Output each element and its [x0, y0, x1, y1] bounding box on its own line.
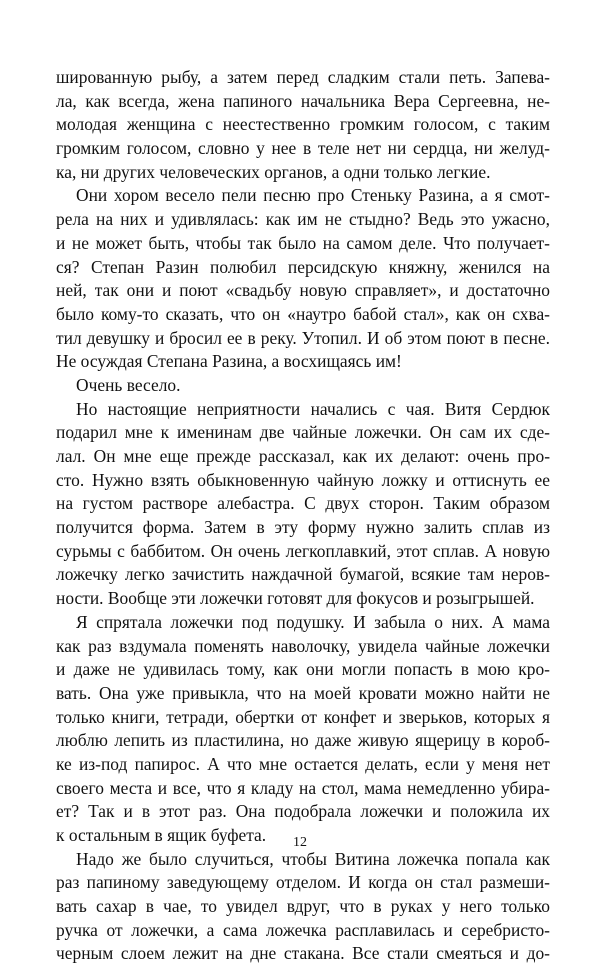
text-line: ручка от ложечки, а сама ложечка расплавилась и серебристо- — [56, 919, 550, 940]
text-line: вать сахар в чае, то увидел вдруг, что в руках у него только — [56, 896, 550, 917]
text-line: ет? Так и в этот раз. Она подобрала ложечки и положила их — [56, 801, 550, 822]
text-line: ка, ни других человеческих органов, а одни только легкие. — [56, 161, 491, 182]
text-line: вать. Она уже привыкла, что на моей кровати можно найти не — [56, 682, 550, 703]
text-line: как раз вздумала поменять наволочку, увидела чайные ложечки — [56, 635, 550, 656]
text-line: ности. Вообще эти ложечки готовят для фокусов и розыгрышей. — [56, 588, 535, 609]
text-line: ся? Степан Разин полюбил персидскую княжну, женился на — [56, 256, 550, 277]
text-line: и не может быть, чтобы так было на самом деле. Что получает- — [56, 232, 550, 253]
text-line: было кому-то сказать, что он «наутро бабой стал», как он схва- — [56, 303, 550, 324]
text-line: шированную рыбу, а затем перед сладким стали петь. Запева- — [56, 67, 550, 87]
page-number: 12 — [293, 835, 307, 850]
text-line: и даже не удивилась тому, как они могли попасть в мою кро- — [56, 659, 550, 680]
text-line: получится форма. Затем в эту форму нужно залить сплав из — [56, 517, 550, 538]
text-line: только книги, тетради, обертки от конфет и зверьков, которых я — [56, 706, 550, 727]
text-line: лал. Он мне еще прежде рассказал, как их делают: очень про- — [56, 446, 550, 466]
text-line: раз папиному заведующему отделом. И когда он стал размеши- — [56, 872, 550, 893]
text-line: люблю лепить из пластилина, но даже живую ящерицу в короб- — [56, 730, 550, 751]
body-text — [56, 66, 550, 966]
text-line: громким голосом, словно у нее в теле нет ни сердца, ни желуд- — [56, 138, 550, 159]
text-line: ней, так они и поют «свадьбу новую справляет», и достаточно — [56, 280, 550, 301]
text-line: Надо же было случиться, чтобы Витина ложечка попала как — [76, 848, 550, 869]
text-line: Очень весело. — [76, 374, 181, 395]
text-line: черным слоем лежит на дне стакана. Все стали смеяться и до- — [56, 943, 550, 964]
text-line: ке из-под папирос. А что мне остается делать, если у меня нет — [56, 753, 550, 774]
text-line: тил девушку и бросил ее в реку. Утопил. И об этом поют в песне. — [56, 327, 550, 348]
text-line: рела на них и удивлялась: как им не стыдно? Ведь это ужасно, — [56, 209, 550, 230]
text-line: сурьмы с баббитом. Он очень легкоплавкий, этот сплав. А новую — [56, 540, 550, 561]
text-line: подарил мне к именинам две чайные ложечки. Он сам их сде- — [56, 422, 550, 443]
text-line: на густом растворе алебастра. С двух сторон. Таким образом — [56, 493, 550, 514]
text-line: ла, как всегда, жена папиного начальника Вера Сергеевна, не- — [56, 90, 550, 111]
text-line: своего места и все, что я кладу на стол, мама немедленно убира- — [56, 777, 550, 798]
text-line: ложечку легко зачистить наждачной бумагой, всякие там неров- — [56, 564, 550, 585]
text-line: Я спрятала ложечки под подушку. И забыла о них. А мама — [76, 611, 550, 632]
text-line: Не осуждая Степана Разина, а восхищаясь им! — [56, 351, 402, 372]
text-line: Они хором весело пели песню про Стеньку Разина, а я смот- — [76, 185, 550, 206]
text-line: к остальным в ящик буфета. — [56, 825, 267, 845]
text-line: молодая женщина с неестественно громким голосом, с таким — [56, 114, 550, 135]
text-line: Но настоящие неприятности начались с чая. Витя Сердюк — [76, 398, 550, 419]
text-line: сто. Нужно взять обыкновенную чайную ложку и оттиснуть ее — [56, 469, 550, 490]
